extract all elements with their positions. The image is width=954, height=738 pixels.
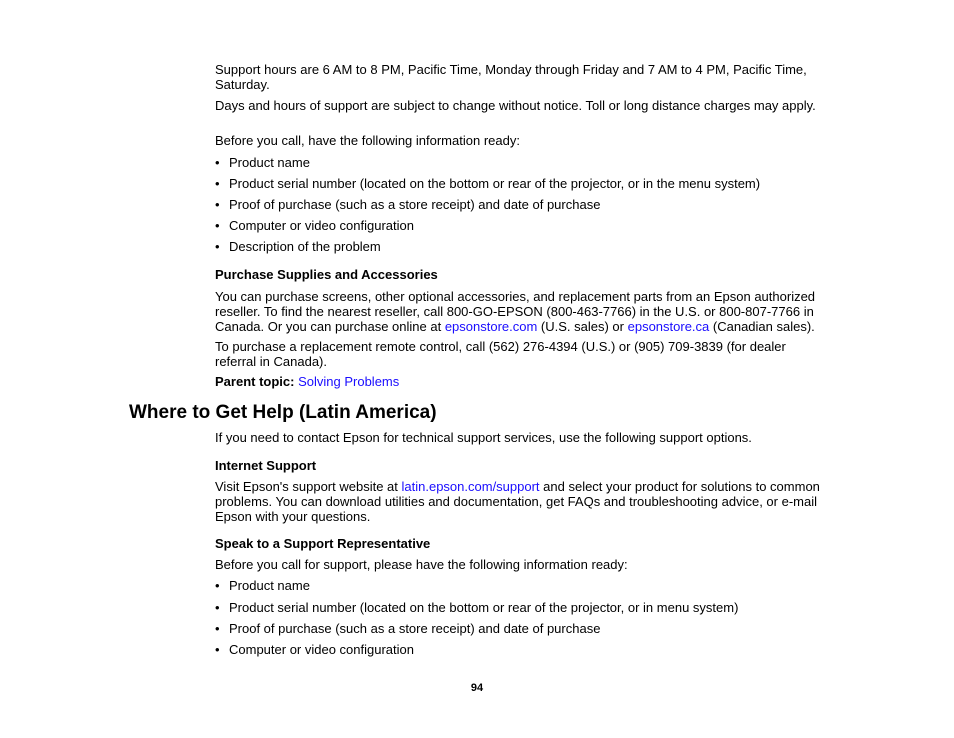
page-number: 94 [470, 682, 484, 694]
parent-topic-label: Parent topic: [215, 374, 295, 389]
epsonstore-com-link[interactable]: epsonstore.com [444, 319, 538, 334]
list-item: • Product serial number (located on the bottom or rear of the projector, or in the menu system) [215, 176, 761, 191]
internet-support-heading: Internet Support [215, 458, 317, 473]
list-item: • Computer or video configuration [215, 218, 414, 233]
list-item: • Computer or video configuration [215, 642, 414, 657]
before-call-text: Before you call, have the following information ready: [215, 133, 520, 148]
purchase-text: You can purchase screens, other optional accessories, and replacement parts from an Epson authorized reseller. To find the nearest reseller, call 800-GO-EPSON (800-463-7766) in the U.S. or 800-807-7766 in Canada. Or you can purchase online at epsonstore.com (U.S. sales) or epsonstore.ca (Canadian sales). [215, 289, 816, 334]
speak-intro-text: Before you call for support, please have the following information ready: [215, 557, 628, 572]
remote-control-text: To purchase a replacement remote control, call (562) 276-4394 (U.S.) or (905) 709-3839 (for dealer referral in Canada). [215, 339, 786, 369]
internet-support-text: Visit Epson's support website at latin.epson.com/support and select your product for solutions to common problems. You can download utilities and documentation, get FAQs and troubleshooting advice, or e-mail Epson with your questions. [215, 479, 820, 524]
list-item: • Product serial number (located on the bottom or rear of the projector, or in menu system) [215, 600, 739, 615]
solving-problems-link[interactable]: Solving Problems [298, 374, 400, 389]
latin-intro-text: If you need to contact Epson for technical support services, use the following support options. [215, 430, 752, 445]
purchase-heading: Purchase Supplies and Accessories [215, 267, 438, 282]
list-item: • Product name [215, 155, 310, 170]
list-item: • Proof of purchase (such as a store receipt) and date of purchase [215, 197, 601, 212]
list-item: • Proof of purchase (such as a store receipt) and date of purchase [215, 621, 601, 636]
parent-topic [215, 374, 827, 389]
support-hours-text: Support hours are 6 AM to 8 PM, Pacific Time, Monday through Friday and 7 AM to 4 PM, Pacific Time, Saturday. [215, 62, 807, 92]
epsonstore-ca-link[interactable]: epsonstore.ca [627, 319, 710, 334]
list-item: • Product name [215, 578, 310, 593]
section-title: Where to Get Help (Latin America) [129, 402, 437, 423]
list-item: • Description of the problem [215, 239, 381, 254]
support-change-notice: Days and hours of support are subject to change without notice. Toll or long distance charges may apply. [215, 98, 816, 113]
speak-heading: Speak to a Support Representative [215, 536, 431, 551]
latin-support-link[interactable]: latin.epson.com/support [401, 479, 540, 494]
